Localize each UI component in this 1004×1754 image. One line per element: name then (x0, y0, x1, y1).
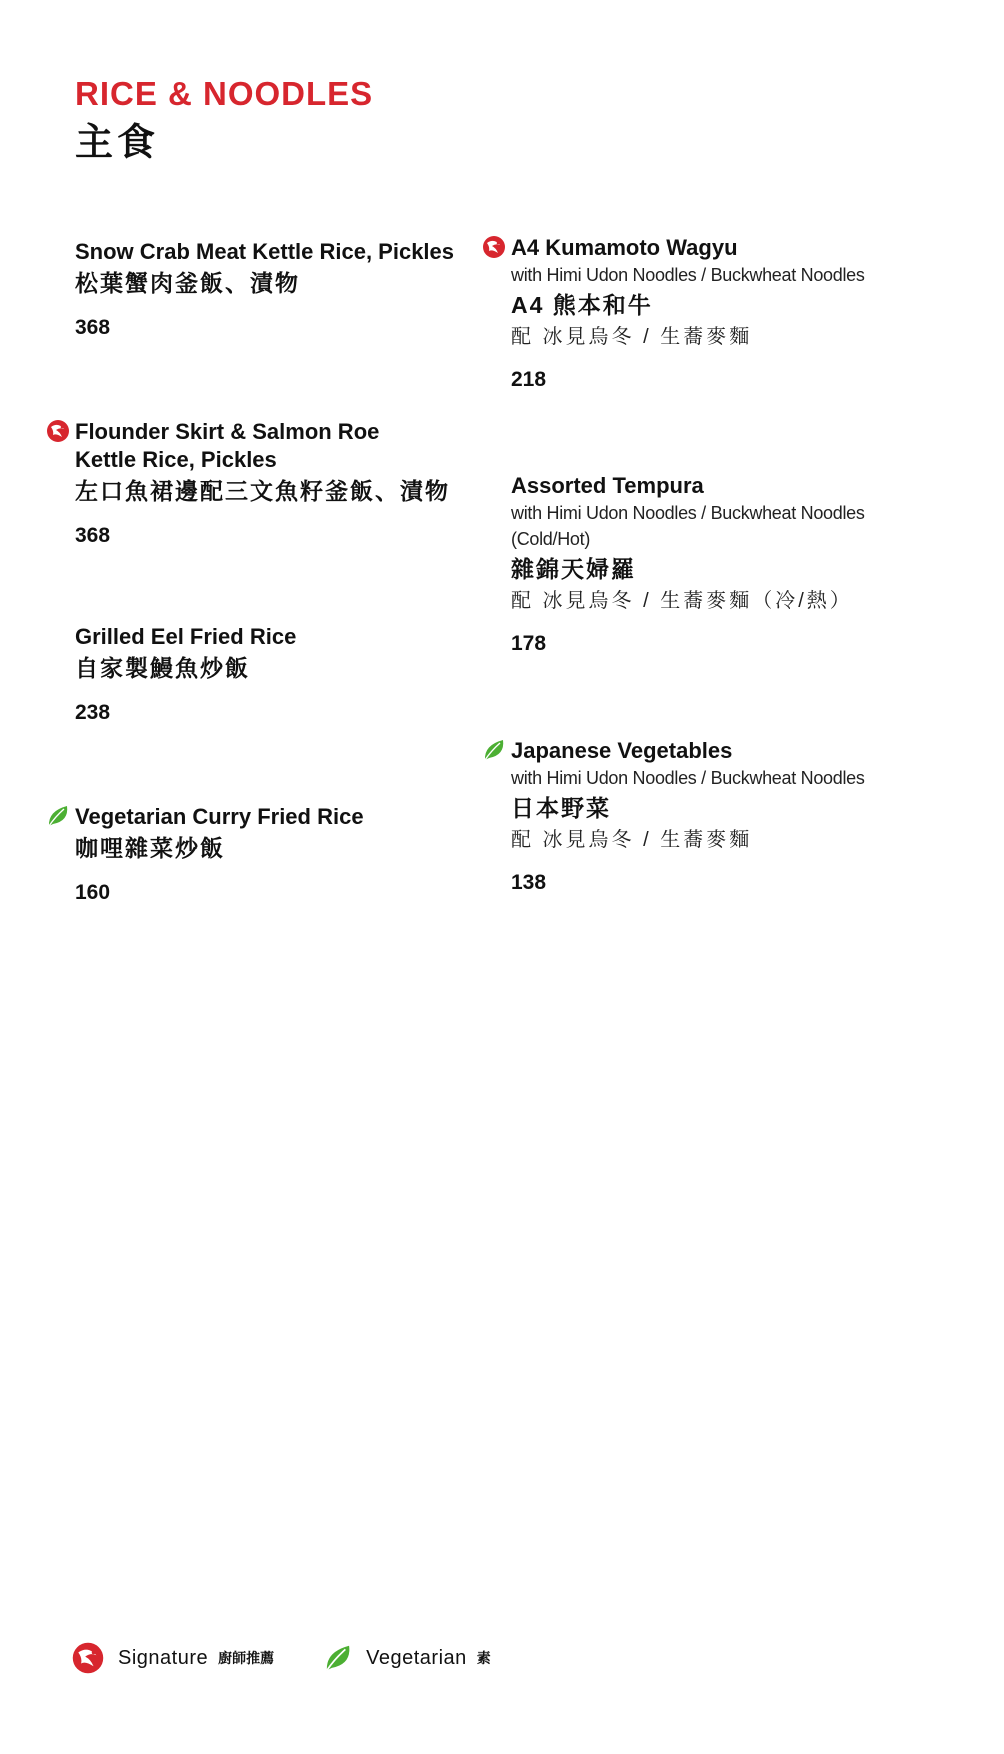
item-name-en: Assorted Tempura (511, 473, 704, 498)
item-price: 238 (75, 701, 111, 724)
leaf-icon (481, 737, 507, 763)
section-title-zh: 主食 (75, 122, 160, 164)
item-sub-zh: 配 冰見烏冬 / 生蕎麥麵（冷/熱） (511, 590, 853, 612)
legend-label-zh: 廚師推薦 (218, 1650, 275, 1666)
legend-label-en: Vegetarian (366, 1646, 467, 1669)
item-name-en: Snow Crab Meat Kettle Rice, Pickles (75, 239, 455, 264)
menu-item-wagyu (511, 234, 951, 394)
item-name-en: Vegetarian Curry Fried Rice (75, 804, 364, 829)
item-sub-en: with Himi Udon Noodles / Buckwheat Noodles (511, 768, 865, 788)
item-price: 368 (75, 316, 111, 339)
item-sub-zh: 配 冰見烏冬 / 生蕎麥麵 (511, 829, 753, 851)
item-price: 368 (75, 524, 111, 547)
shrimp-icon (481, 234, 507, 260)
item-name-en: Japanese Vegetables (511, 738, 733, 763)
item-price: 218 (511, 368, 547, 391)
item-price: 138 (511, 871, 547, 894)
legend-signature (70, 1640, 274, 1676)
legend-vegetarian (322, 1642, 491, 1674)
item-name-zh: 雜錦天婦羅 (511, 556, 636, 582)
item-sub-en: with Himi Udon Noodles / Buckwheat Noodles (511, 503, 865, 523)
menu-item-japanese-vegetables (511, 737, 951, 897)
menu-item-flounder (75, 418, 515, 550)
item-sub-en-line2: (Cold/Hot) (511, 529, 591, 549)
item-name-zh: 日本野菜 (511, 795, 611, 821)
section-title-en: RICE & NOODLES (75, 75, 374, 112)
item-name-en: Grilled Eel Fried Rice (75, 624, 297, 649)
menu-item-vegetarian-curry (75, 803, 495, 907)
item-price: 160 (75, 881, 111, 904)
item-name-en-line2: Kettle Rice, Pickles (75, 447, 277, 472)
item-name-zh: 咖哩雜菜炒飯 (75, 835, 225, 861)
legend-label-zh: 素 (476, 1650, 491, 1666)
item-name-en: A4 Kumamoto Wagyu (511, 235, 738, 260)
item-name-zh: 松葉蟹肉釜飯、漬物 (75, 270, 300, 296)
shrimp-icon (70, 1640, 106, 1676)
item-sub-en: with Himi Udon Noodles / Buckwheat Noodles (511, 265, 865, 285)
menu-item-grilled-eel (75, 623, 495, 727)
item-name-en: Flounder Skirt & Salmon Roe (75, 419, 380, 444)
item-sub-zh: 配 冰見烏冬 / 生蕎麥麵 (511, 326, 753, 348)
section-header (75, 74, 373, 166)
menu-item-snow-crab (75, 238, 495, 342)
shrimp-icon (45, 418, 71, 444)
item-name-zh: A4 熊本和牛 (511, 292, 653, 318)
legend (70, 1640, 539, 1676)
item-name-zh: 左口魚裙邊配三文魚籽釜飯、漬物 (75, 478, 450, 504)
legend-label-en: Signature (118, 1646, 209, 1669)
leaf-icon (45, 803, 71, 829)
item-name-zh: 自家製鰻魚炒飯 (75, 655, 250, 681)
menu-item-tempura (511, 472, 951, 658)
item-price: 178 (511, 632, 547, 655)
leaf-icon (322, 1642, 354, 1674)
